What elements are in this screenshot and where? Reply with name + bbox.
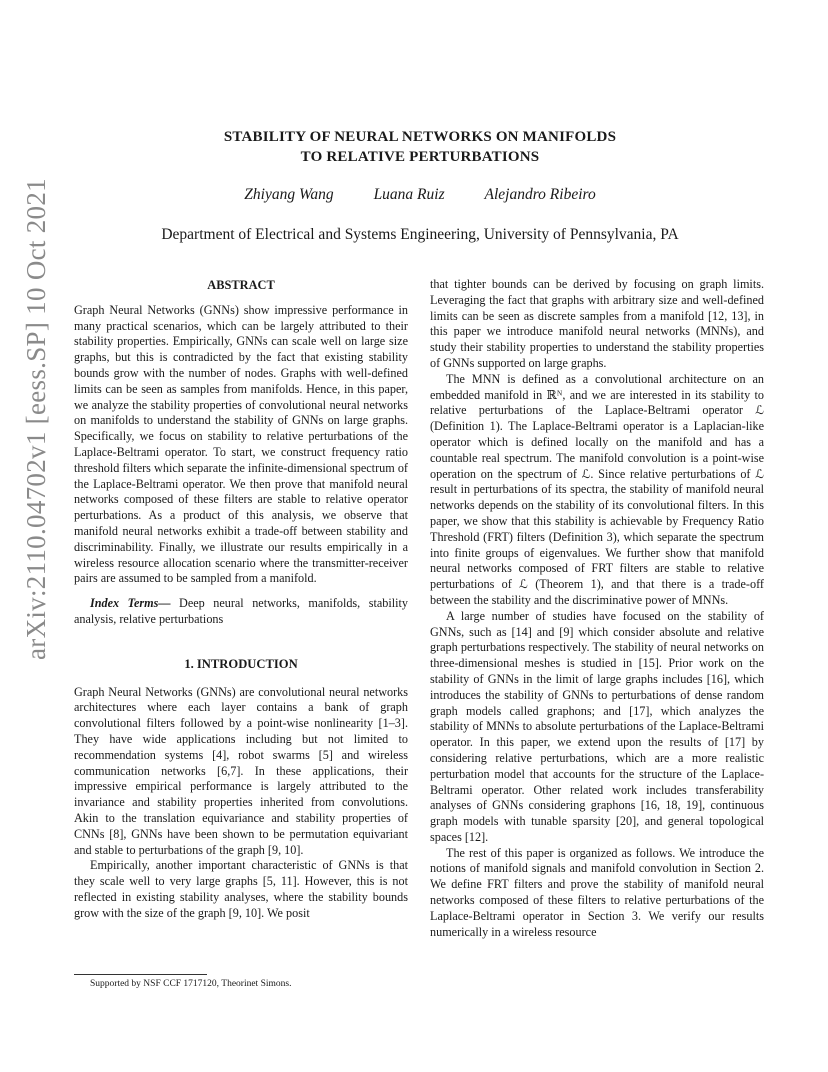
title-line-1: STABILITY OF NEURAL NETWORKS ON MANIFOLDS <box>223 129 617 145</box>
footnote: Supported by NSF CCF 1717120, Theorinet Simons. <box>90 979 292 989</box>
body-paragraph: The MNN is defined as a convolutional architecture on an embedded manifold in ℝᴺ, and we are interested in its stability to relative perturbations of the Laplace-Beltrami operator ℒ (Definition 1). The Laplace-Beltrami operator is a Laplacian-like operator which is defined locally on the manifold and has a countable real spectrum. The manifold convolution is a point-wise operation on the spectrum of ℒ. Since relative perturbations of ℒ result in perturbations of its spectra, the stability of manifold neural networks depends on the stability of its convolutional filters. In this paper, we show that this stability is achievable by Frequency Ratio Threshold (FRT) filters (Definition 3), which separate the spectrum into finite groups of eigenvalues. We further show that manifold neural networks composed of FRT filters are stable to relative perturbations of ℒ (Theorem 1), and that there is a trade-off between the stability and the discriminative power of MNNs. <box>430 371 764 607</box>
title-line-2: TO RELATIVE PERTURBATIONS <box>300 149 540 165</box>
paper-title <box>100 127 740 167</box>
body-paragraph: The rest of this paper is organized as follows. We introduce the notions of manifold signals and manifold convolution in Section 2. We define FRT filters and prove the stability of manifold neural networks composed of these filters to relative perturbations of the Laplace-Beltrami operator in Section 3. We verify our results numerically in a wireless resource <box>430 845 764 939</box>
index-terms-text: Deep neural networks, manifolds, stability analysis, relative perturbations <box>74 596 408 626</box>
affiliation: Department of Electrical and Systems Engineering, University of Pennsylvania, PA <box>161 226 679 243</box>
section-heading-introduction: 1. INTRODUCTION <box>184 656 298 671</box>
footnote-rule <box>74 974 207 975</box>
left-column <box>74 278 408 921</box>
body-paragraph: that tighter bounds can be derived by focusing on graph limits. Leveraging the fact that graphs with arbitrary size and well-defined limits can be seen as discrete samples from a manifold [12, 13], in this paper we introduce manifold neural networks (MNNs), and study their stability properties to understand the stability properties of GNNs supported on large graphs. <box>430 277 764 370</box>
author-name: Zhiyang Wang <box>244 186 334 203</box>
author-name: Luana Ruiz <box>373 186 445 203</box>
intro-paragraph: Empirically, another important characteristic of GNNs is that they scale well to very large graphs [5, 11]. However, this is not reflected in existing stability analyses, where the stability bounds grow with the size of the graph [9, 10]. We posit <box>74 858 408 920</box>
intro-paragraph: Graph Neural Networks (GNNs) are convolutional neural networks architectures where each layer contains a bank of graph convolutional filters followed by a point-wise nonlinearity [1–3]. They have wide applications including but not limited to recommendation systems [4], robot swarms [5] and wireless communication networks [6,7]. In these applications, their impressive empirical performance is largely attributed to the invariance and stability properties inherited from convolutions. Akin to the translation equivariance and stability properties of CNNs [8], GNNs have been shown to be permutation equivariant and stable to perturbations of the graph [9, 10]. <box>74 684 408 857</box>
author-list <box>100 186 740 204</box>
right-column <box>430 277 764 940</box>
index-terms <box>74 596 408 628</box>
index-terms-label: Index Terms— <box>90 596 171 611</box>
abstract-text: Graph Neural Networks (GNNs) show impressive performance in many practical scenarios, which can be largely attributed to their stability properties. Empirically, GNNs can scale well on large size graphs, but this is contradicted by the fact that existing stability bounds grow with the number of nodes. Graphs with well-defined limits can be seen as samples from manifolds. Hence, in this paper, we analyze the stability properties of convolutional neural networks on manifolds to understand the stability of GNNs on large graphs. Specifically, we focus on stability to relative perturbations of the Laplace-Beltrami operator. To start, we construct frequency ratio threshold filters which separate the infinite-dimensional spectrum of the Laplace-Beltrami operator. We then prove that manifold neural networks composed of these filters are stable to relative operator perturbations. As a product of this analysis, we observe that manifold neural networks exhibit a trade-off between stability and discriminability. Finally, we illustrate our results empirically in a wireless resource allocation scenario where the transmitter-receiver pairs are assumed to be sampled from a manifold. <box>74 302 408 586</box>
abstract-heading: ABSTRACT <box>207 278 275 292</box>
arxiv-stamp[interactable]: arXiv:2110.04702v1 [eess.SP] 10 Oct 2021 <box>21 178 51 660</box>
author-name: Alejandro Ribeiro <box>484 186 596 203</box>
body-paragraph: A large number of studies have focused on the stability of GNNs, such as [14] and [9] which consider absolute and relative graph perturbations respectively. The stability of neural networks on three-dimensional meshes is studied in [15]. Prior work on the stability of GNNs in the limit of large graphs includes [16], which introduces the stability of GNNs to perturbations of dense random graph models called graphons; and [17], which analyzes the stability of MNNs to absolute perturbations of the Laplace-Beltrami operator. In this paper, we extend upon the results of [17] by considering relative perturbations, which are a more realistic perturbation model that accounts for the structure of the Laplace-Beltrami operator. Other related work includes transferability analyses of GNNs considering graphons [16, 18, 19], continuous graph models with tunable sparsity [20], and general topological spaces [12]. <box>430 608 764 844</box>
